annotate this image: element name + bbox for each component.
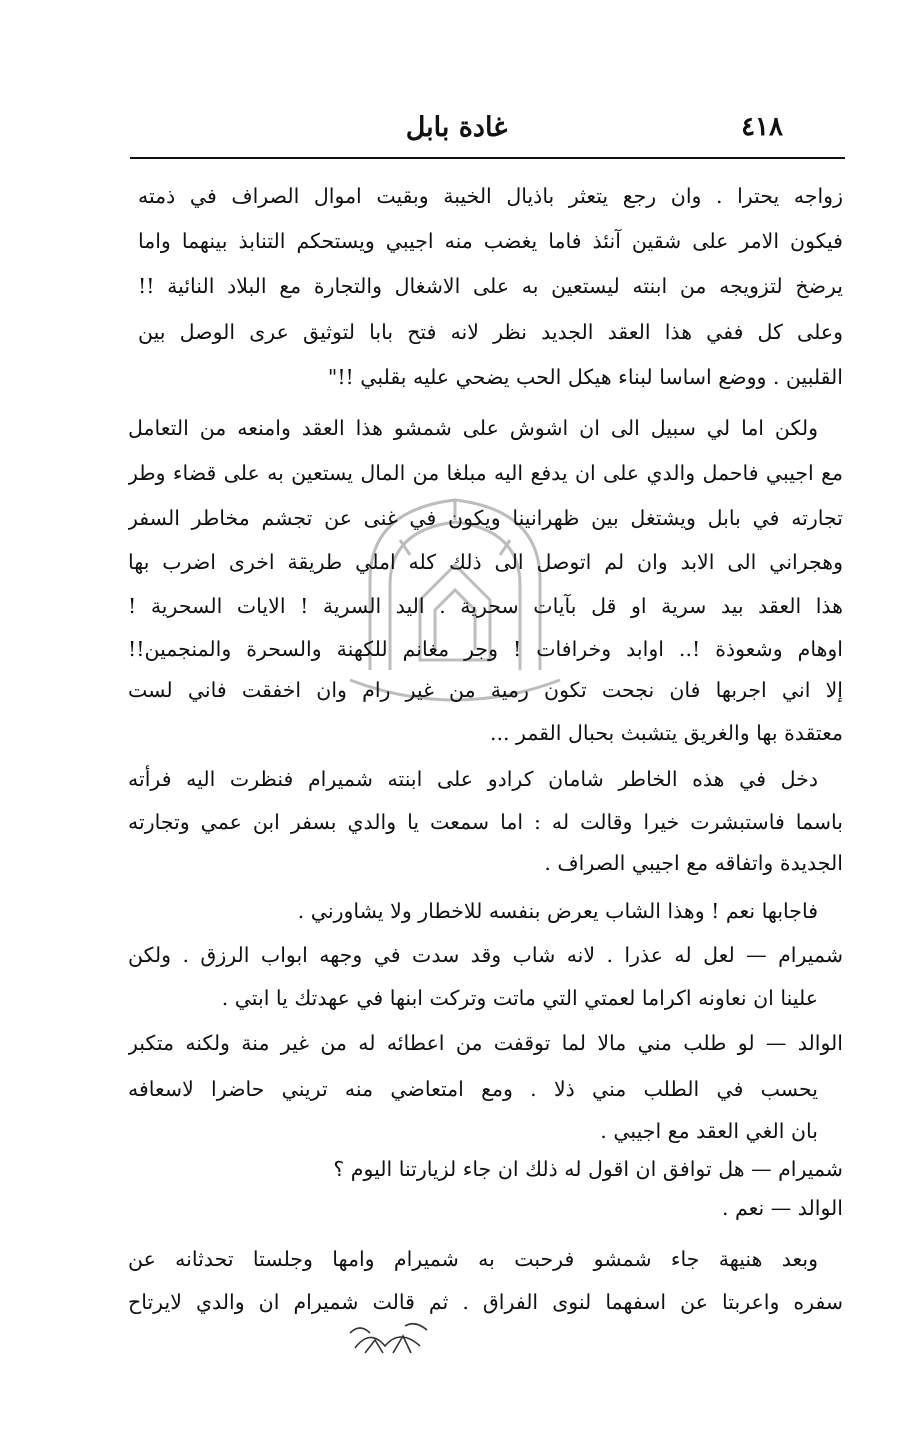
book-title: غادة بابل	[405, 112, 508, 143]
running-head	[130, 112, 783, 152]
body-line: مع اجيبي فاحمل والدي على ان يدفع اليه مبلغا من المال يستعين به على قضاء وطر	[128, 461, 843, 485]
body-line: يرضخ لتزويجه من ابنته ليستعين به على الاشغال والتجارة مع البلاد النائية !!	[138, 274, 843, 298]
body-line: معتقدة بها والغريق يتشبث بحبال القمر ...	[489, 721, 843, 745]
body-line: الوالد — نعم .	[721, 1196, 843, 1220]
body-line: دخل في هذه الخاطر شامان كرادو على ابنته شميرام فنظرت اليه فرأته	[128, 767, 818, 791]
body-line: علينا ان نعاونه اكراما لعمتي التي ماتت وتركت ابنها في عهدتك يا ابتي .	[221, 986, 818, 1010]
body-line: إلا اني اجربها فان نجحت تكون رمية من غير رام وان اخفقت فاني لست	[128, 678, 843, 702]
body-line: الجديدة واتفاقه مع اجيبي الصراف .	[544, 851, 843, 875]
body-line: اوهام وشعوذة !.. اوابد وخرافات ! وجر مغانم للكهنة والسحرة والمنجمين!!	[128, 637, 843, 661]
body-line: تجارته في بابل ويشتغل بين ظهرانينا ويكون في غنى عن تجشم مخاطر السفر	[128, 506, 843, 530]
page-number: ٤١٨	[741, 112, 783, 142]
body-line: القلبين . ووضع اساسا لبناء هيكل الحب يضحي عليه بقلبي !!"	[327, 365, 843, 389]
body-line: ولكن اما لي سبيل الى ان اشوش على شمشو هذا العقد وامنعه من التعامل	[128, 416, 818, 440]
decorative-ornament-icon	[345, 1318, 435, 1358]
body-line: هذا العقد بيد سرية او قل بآيات سحرية . اليد السرية ! الايات السحرية !	[128, 594, 843, 618]
body-line: شميرام — لعل له عذرا . لانه شاب وقد سدت في وجهه ابواب الرزق . ولكن	[128, 943, 843, 967]
body-line: يحسب في الطلب مني ذلا . ومع امتعاضي منه تريني حاضرا لاسعافه	[128, 1077, 818, 1101]
body-line: وبعد هنيهة جاء شمشو فرحبت به شميرام وامها وجلستا تحدثانه عن	[128, 1247, 818, 1271]
body-line: وهجراني الى الابد وان لم اتوصل الى ذلك كله املي طريقة اخرى اضرب بها	[128, 550, 843, 574]
body-line: بان الغي العقد مع اجيبي .	[600, 1119, 818, 1143]
body-line: سفره واعربتا عن اسفهما لنوى الفراق . ثم قالت شميرام ان والدي لايرتاح	[128, 1290, 843, 1314]
body-line: باسما فاستبشرت خيرا وقالت له : اما سمعت يا والدي بسفر ابن عمي وتجارته	[128, 810, 843, 834]
body-line: وعلى كل ففي هذا العقد الجديد نظر لانه فتح بابا لتوثيق عرى الوصل بين	[138, 320, 843, 344]
body-line: فاجابها نعم ! وهذا الشاب يعرض بنفسه للاخطار ولا يشاورني .	[297, 899, 818, 923]
body-line: زواجه يحترا . وان رجع يتعثر باذيال الخيبة وبقيت اموال الصراف في ذمته	[138, 184, 843, 208]
body-line: الوالد — لو طلب مني مالا لما توقفت من اعطائه له من غير منة ولكنه متكبر	[128, 1031, 843, 1055]
header-rule	[130, 157, 845, 159]
body-line: شميرام — هل توافق ان اقول له ذلك ان جاء لزيارتنا اليوم ؟	[333, 1157, 843, 1181]
body-line: فيكون الامر على شقين آنئذ فاما يغضب منه اجيبي ويستحكم التنابذ بينهما واما	[138, 229, 843, 253]
